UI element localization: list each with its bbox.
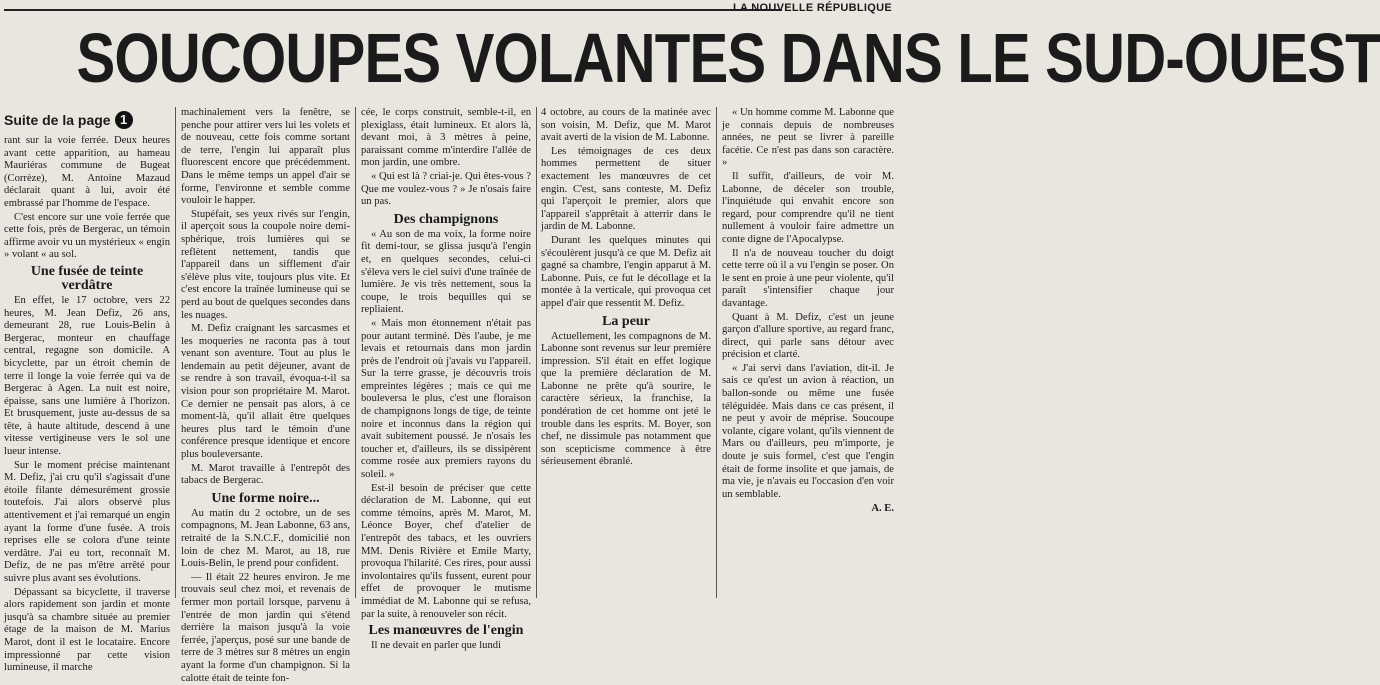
paragraph: Actuellement, les compagnons de M. Labonne sont revenus sur leur première impression. S'il était en effet logique que la première déclaration de M. Labonne ne prête qu'à sourire, le caractère sérieux, la franchise, la pondération de cet homme ont jeté le trouble dans les esprits. M. Boyer, son chef, ne dissimule pas notamment que son scepticisme commence à être sérieusement ébranlé.	[541, 330, 711, 468]
continuation-marker	[4, 111, 170, 129]
subheading: La peur	[602, 313, 650, 329]
page-number-badge: 1	[115, 111, 133, 129]
paragraph: En effet, le 17 octobre, vers 22 heures, M. Jean Defiz, 26 ans, demeurant 28, rue Louis-Belin à Bergerac, monteur en chauffage central, regagne son domicile. A bicyclette, par un étroit chemin de terre il longe la voie ferrée qui va de Bergerac à Agen. La nuit est noire, épaisse, sans une lumière à l'horizon. Et brusquement, juste au-dessus de sa tête, à haute altitude, descend à une vitesse vertigineuse vers le sol une lueur intense.	[4, 294, 170, 458]
paragraph: « Au son de ma voix, la forme noire fit demi-tour, se glissa jusqu'à l'engin et, en quelques secondes, celui-ci s'éleva vers le ciel suivi d'une traînée de lumière. Je vis très nettement, sous la coupe, le trois bequilles qui se repliaient.	[361, 228, 531, 316]
subheading: Des champignons	[393, 211, 499, 227]
masthead: LA NOUVELLE RÉPUBLIQUE	[733, 2, 892, 14]
paragraph: C'est encore sur une voie ferrée que cette fois, près de Bergerac, un témoin affirme avoir vu un mystérieux « engin » volant « au sol.	[4, 211, 170, 261]
paragraph: « Un homme comme M. Labonne que je connais depuis de nombreuses années, ne peut se livrer à pareille facétie. Ce n'est pas dans son caractère. »	[722, 107, 894, 169]
column-divider	[175, 107, 176, 598]
column-divider	[716, 107, 717, 598]
column-4	[541, 107, 711, 598]
column-5	[722, 107, 894, 598]
paragraph: Stupéfait, ses yeux rivés sur l'engin, il aperçoit sous la coupole noire demi-sphérique, trois lumières qui se reflètent nettement, tandis que l'appareil dans un sifflement d'air s'élève plus vite, toujours plus vite. Et c'est encore la traînée lumineuse qui se perd au bout de quelques secondes dans les nuages.	[181, 208, 350, 321]
author-signature: A. E.	[871, 503, 894, 515]
paragraph: Il suffit, d'ailleurs, de voir M. Labonne, de déceler son trouble, l'inquiétude qui envahit encore son regard, pour comprendre qu'il ne tient nullement à vouloir faire admettre un conte digne de l'Apocalypse.	[722, 170, 894, 245]
subheading: Les manœuvres de l'engin	[368, 623, 524, 639]
column-2	[181, 107, 350, 684]
paragraph: machinalement vers la fenêtre, se penche pour attirer vers lui les volets et de nouveau, cette fois comme sortant de terre, l'engin lui apparaît plus fluorescent encore que précédemment. Dans le même temps un appel d'air se forme, l'environne et semble comme vouloir le happer.	[181, 107, 350, 207]
subheading: Une forme noire...	[211, 490, 320, 506]
paragraph: 4 octobre, au cours de la matinée avec son voisin, M. Defiz, que M. Marot avait averti de la vision de M. Labonne.	[541, 107, 711, 144]
paragraph: Il ne devait en parler que lundi	[371, 640, 502, 652]
paragraph: Les témoignages de ces deux hommes permettent de situer exactement les manœuvres de cet engin. C'est, sans conteste, M. Defiz qui l'aperçoit le premier, alors que l'appareil s'apprêtait à atterrir dans le jardin de M. Labonne.	[541, 145, 711, 233]
paragraph: Est-il besoin de préciser que cette déclaration de M. Labonne, qui eut comme témoins, après M. Marot, M. Léonce Boyer, chef d'atelier de l'entrepôt des tabacs, et les ouvriers MM. Denis Rivière et Emile Marty, provoqua l'hilarité. Ces rires, pour aussi involontaires qu'ils fussent, eurent pour effet de provoquer le mutisme immédiat de M. Labonne qui se refusa, par la suite, à renouveler son récit.	[361, 482, 531, 620]
paragraph: « Qui est là ? criai-je. Qui êtes-vous ? Que me voulez-vous ? » Je n'osais faire un pas.	[361, 170, 531, 208]
paragraph: « J'ai servi dans l'aviation, dit-il. Je sais ce qu'est un avion à réaction, un ballon-sonde ou même une fusée téléguidée. Mais dans ce cas présent, il ne peut y avoir de méprise. Soucoupe volante, cigare volant, qu'ils viennent de Mars ou d'ailleurs, peu m'importe, je doute je suis formel, c'est que l'engin était de forme insolite et que jamais, de ma vie, je n'avais eu l'occasion d'en voir un semblable.	[722, 362, 894, 500]
paragraph: — Il était 22 heures environ. Je me trouvais seul chez moi, et revenais de fermer mon portail lorsque, parvenu à l'entrée de mon jardin qui s'étend derrière la maison jusqu'à la voie ferrée, j'aperçus, posé sur une bande de terre de 3 mètres sur 8 mètres un engin ayant la forme d'un champignon. Si la calotte était de teinte fon-	[181, 571, 350, 684]
column-divider	[355, 107, 356, 598]
top-rule	[4, 9, 782, 11]
paragraph: cée, le corps construit, semble-t-il, en plexiglass, était lumineux. Et alors là, devant moi, à 3 mètres à peine, paraissant comme m'interdire l'allée de mon jardin, une ombre.	[361, 107, 531, 169]
paragraph: Sur le moment précise maintenant M. Defiz, j'ai cru qu'il s'agissait d'une étoile filante démesurément grossie toutefois. J'ai alors observé plus attentivement et j'ai remarqué un engin ayant la forme d'une fusée. A trois reprises elle se colora d'une teinte verdâtre. J'ai eu tort, reconnaît M. Defiz, de ne pas m'être arrêté pour suivre plus avant ses évolutions.	[4, 459, 170, 584]
column-3	[361, 107, 531, 652]
paragraph: rant sur la voie ferrée. Deux heures avant cette apparition, au hameau Mauriéras commune de Bugeat (Corrèze), M. Antoine Mazaud déclarait quant à lui, avoir été embrassé par l'homme de l'espace.	[4, 135, 170, 209]
continuation-label: Suite de la page	[4, 112, 111, 128]
column-1	[4, 107, 170, 674]
paragraph: Durant les quelques minutes qui s'écoulèrent jusqu'à ce que M. Defiz ait gagné sa chambre, l'engin apparut à M. Labonne. Puis, ce fut le décollage et la montée à la verticale, qui provoqua cet appel d'air que ressentit M. Defiz.	[541, 234, 711, 309]
paragraph: M. Defiz craignant les sarcasmes et les moqueries ne raconta pas à tout venant son aventure. Tout au plus le lendemain au petit déjeuner, avant de se rendre à son travail, évoqua-t-il sa vision pour son propriétaire M. Marot. Ce dernier ne pensait pas alors, à ce moment-là, qu'il allait être quelques heures plus tard le témoin d'une conférence presque identique et encore plus bouleversante.	[181, 323, 350, 461]
paragraph: M. Marot travaille à l'entrepôt des tabacs de Bergerac.	[181, 462, 350, 487]
paragraph: « Mais mon étonnement n'était pas pour autant terminé. Dès l'aube, je me levais et retournais dans mon jardin près de l'endroit où j'avais vu l'appareil. Sur la terre grasse, je découvris trois empreintes légères ; mais ce qui me bouleversa le plus, c'est une floraison de champignons longs de tige, de teinte noire et inconnus dans la région qui avait subitement poussé. Je n'osais les toucher et, d'ailleurs, ils se dissipèrent comme rosée aux premiers rayons du soleil. »	[361, 317, 531, 481]
headline: SOUCOUPES VOLANTES DANS LE SUD-OUEST	[76, 19, 1380, 97]
paragraph: Il n'a de nouveau toucher du doigt cette terre où il a vu l'engin se poser. On le sent en proie à une peur violente, qu'il paraît s'intensifier chaque jour davantage.	[722, 247, 894, 309]
paragraph: Dépassant sa bicyclette, il traverse alors rapidement son jardin et monte jusqu'à sa chambre située au premier étage de la maison de M. Marius Marot, dont il est le locataire. Encore impressionné par cette vision lumineuse, il marche	[4, 586, 170, 674]
column-divider	[536, 107, 537, 598]
paragraph: Au matin du 2 octobre, un de ses compagnons, M. Jean Labonne, 63 ans, retraité de la S.N.C.F., domicilié non loin de chez M. Marot, au 18, rue Louis-Belin, le prend pour confident.	[181, 507, 350, 570]
paragraph: Quant à M. Defiz, c'est un jeune garçon d'allure sportive, au regard franc, direct, qui parle sans détour avec précision et clarté.	[722, 311, 894, 361]
subheading: Une fusée de teinte verdâtre	[30, 263, 144, 293]
